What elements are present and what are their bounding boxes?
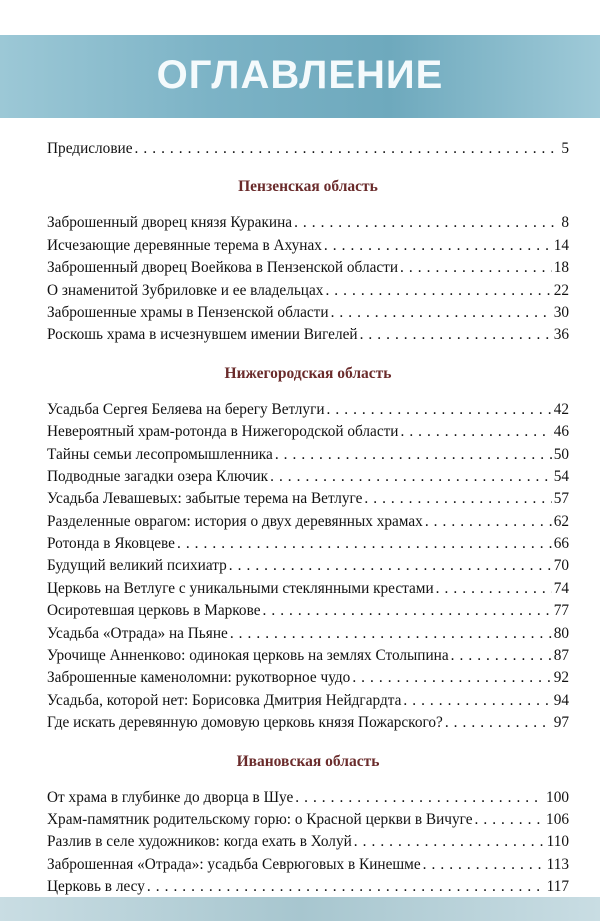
toc-entry-page: 92 — [553, 669, 569, 687]
toc-entry-title: Невероятный храм-ротонда в Нижегородской области — [47, 423, 399, 441]
toc-entry-title: Осиротевшая церковь в Маркове — [47, 602, 261, 620]
toc-entry[interactable] — [47, 623, 569, 645]
toc-entry-title: Разлив в селе художников: когда ехать в Холуй — [47, 833, 352, 851]
toc-entry[interactable] — [47, 854, 569, 876]
toc-entry-page: 50 — [553, 445, 569, 463]
toc-entry-page: 18 — [553, 259, 569, 277]
toc-entry-page: 62 — [553, 512, 569, 530]
section-heading: Ивановская область — [236, 752, 380, 770]
toc-entry[interactable] — [47, 280, 569, 302]
toc-entry-title: Усадьба, которой нет: Борисовка Дмитрия Нейдгардта — [47, 691, 402, 709]
toc-entry-page: 106 — [546, 810, 569, 828]
toc-entry[interactable] — [47, 809, 569, 831]
dot-leader — [327, 399, 552, 421]
toc-entry-title: Церковь в лесу — [47, 878, 145, 896]
toc-entry[interactable] — [47, 302, 569, 324]
toc-entry-page: 113 — [546, 855, 569, 873]
toc-entry-page: 100 — [546, 788, 569, 806]
toc-entry-page: 97 — [553, 714, 569, 732]
toc-entry-title: О знаменитой Зубриловке и ее владельцах — [47, 281, 324, 299]
section-gap — [47, 198, 569, 212]
toc-entry-page: 54 — [553, 467, 569, 485]
toc-entry-title: Подводные загадки озера Ключик — [47, 467, 269, 485]
dot-leader — [294, 212, 559, 234]
dot-leader — [445, 712, 552, 734]
dot-leader — [324, 235, 552, 257]
section-gap — [47, 160, 569, 176]
toc-entry-title: Усадьба Левашевых: забытые терема на Ветлуге — [47, 490, 363, 508]
toc-entry-title: Заброшенный дворец князя Куракина — [47, 214, 293, 232]
toc-entry[interactable] — [47, 511, 569, 533]
dot-leader — [475, 809, 545, 831]
dot-leader — [230, 623, 552, 645]
dot-leader — [425, 511, 552, 533]
toc-entry[interactable] — [47, 466, 569, 488]
toc-entry[interactable] — [47, 533, 569, 555]
toc-entry-page: 36 — [553, 326, 569, 344]
toc-entry-title: Роскошь храма в исчезнувшем имении Вигелей — [47, 326, 358, 344]
toc-entry[interactable] — [47, 578, 569, 600]
toc-entry[interactable] — [47, 235, 569, 257]
toc-entry-title: Где искать деревянную домовую церковь князя Пожарского? — [47, 714, 443, 732]
dot-leader — [325, 280, 551, 302]
toc-entry[interactable] — [47, 324, 569, 346]
dot-leader — [364, 488, 551, 510]
toc-entry[interactable] — [47, 488, 569, 510]
toc-entry-title: Заброшенная «Отрада»: усадьба Севрюговых в Кинешме — [47, 855, 421, 873]
section-heading: Нижегородская область — [224, 364, 392, 382]
toc-entry[interactable] — [47, 399, 569, 421]
section-gap — [47, 735, 569, 751]
toc-entry-title: Будущий великий психиатр — [47, 557, 227, 575]
toc-entry[interactable] — [47, 787, 569, 809]
section-heading: Пензенская область — [238, 178, 378, 196]
toc-entry[interactable] — [47, 444, 569, 466]
toc-entry-page: 66 — [553, 535, 569, 553]
dot-leader — [270, 466, 552, 488]
section-gap — [47, 773, 569, 787]
toc-entry[interactable] — [47, 421, 569, 443]
toc-entry-page: 30 — [553, 303, 569, 321]
toc-entry-title: Усадьба «Отрада» на Пьяне — [47, 624, 228, 642]
toc-entry-page: 74 — [553, 579, 569, 597]
toc-entry-page: 57 — [553, 490, 569, 508]
toc-entry[interactable] — [47, 555, 569, 577]
toc-entry-page: 87 — [553, 647, 569, 665]
toc-entry[interactable] — [47, 645, 569, 667]
toc-entry[interactable] — [47, 257, 569, 279]
dot-leader — [451, 645, 552, 667]
dot-leader — [295, 787, 544, 809]
dot-leader — [403, 690, 551, 712]
dot-leader — [331, 302, 552, 324]
section-gap — [47, 347, 569, 363]
toc-entry-page: 42 — [553, 400, 569, 418]
toc-entry-page: 5 — [561, 140, 569, 157]
toc-entry-page: 110 — [546, 833, 569, 851]
toc-entry-title: Заброшенные храмы в Пензенской области — [47, 303, 329, 321]
page-title: ОГЛАВЛЕНИЕ — [156, 53, 444, 97]
toc-entry-title: Заброшенный дворец Воейкова в Пензенской области — [47, 259, 399, 277]
toc-entry[interactable] — [47, 712, 569, 734]
toc-entry-page: 94 — [553, 691, 569, 709]
toc-entry-page: 117 — [546, 878, 569, 896]
toc-entry[interactable] — [47, 690, 569, 712]
dot-leader — [135, 138, 560, 160]
dot-leader — [400, 421, 551, 443]
toc-entry-page: 8 — [561, 214, 569, 232]
toc-entry-title: Заброшенные каменоломни: рукотворное чудо — [47, 669, 351, 687]
toc-entry-page: 70 — [553, 557, 569, 575]
dot-leader — [263, 600, 552, 622]
section-gap — [47, 385, 569, 399]
bottom-band — [0, 897, 600, 921]
sections — [47, 160, 569, 921]
toc-entry-page: 22 — [553, 281, 569, 299]
toc-entry[interactable] — [47, 876, 569, 898]
dot-leader — [360, 324, 552, 346]
dot-leader — [275, 444, 552, 466]
toc-entry-title: Усадьба Сергея Беляева на берегу Ветлуги — [47, 400, 325, 418]
toc-entry-title: Урочище Анненково: одинокая церковь на землях Столыпина — [47, 647, 449, 665]
toc-entry-title: Исчезающие деревянные терема в Ахунах — [47, 236, 322, 254]
dot-leader — [147, 876, 545, 898]
toc-entry-title: Храм-памятник родительскому горю: о Красной церкви в Вичуге — [47, 810, 473, 828]
toc-entry[interactable] — [47, 831, 569, 853]
toc-entry-title: Предисловие — [47, 140, 133, 157]
toc-entry-page: 14 — [553, 236, 569, 254]
toc-entry-title: Церковь на Ветлуге с уникальными стеклянными крестами — [47, 579, 434, 597]
toc-entry-title: Тайны семьи лесопромышленника — [47, 445, 273, 463]
toc-entry-title: Ротонда в Яковцеве — [47, 535, 175, 553]
table-of-contents — [47, 138, 569, 921]
toc-entry-preface[interactable] — [47, 138, 569, 160]
toc-entry-page: 80 — [553, 624, 569, 642]
toc-entry-title: От храма в глубинке до дворца в Шуе — [47, 788, 294, 806]
toc-entry-page: 46 — [553, 423, 569, 441]
dot-leader — [436, 578, 552, 600]
dot-leader — [229, 555, 552, 577]
dot-leader — [423, 854, 545, 876]
toc-entry-page: 77 — [553, 602, 569, 620]
toc-entry[interactable] — [47, 600, 569, 622]
dot-leader — [354, 831, 545, 853]
toc-entry[interactable] — [47, 667, 569, 689]
dot-leader — [352, 667, 551, 689]
toc-entry[interactable] — [47, 212, 569, 234]
dot-leader — [400, 257, 552, 279]
dot-leader — [177, 533, 552, 555]
toc-entry-title: Разделенные оврагом: история о двух деревянных храмах — [47, 512, 423, 530]
